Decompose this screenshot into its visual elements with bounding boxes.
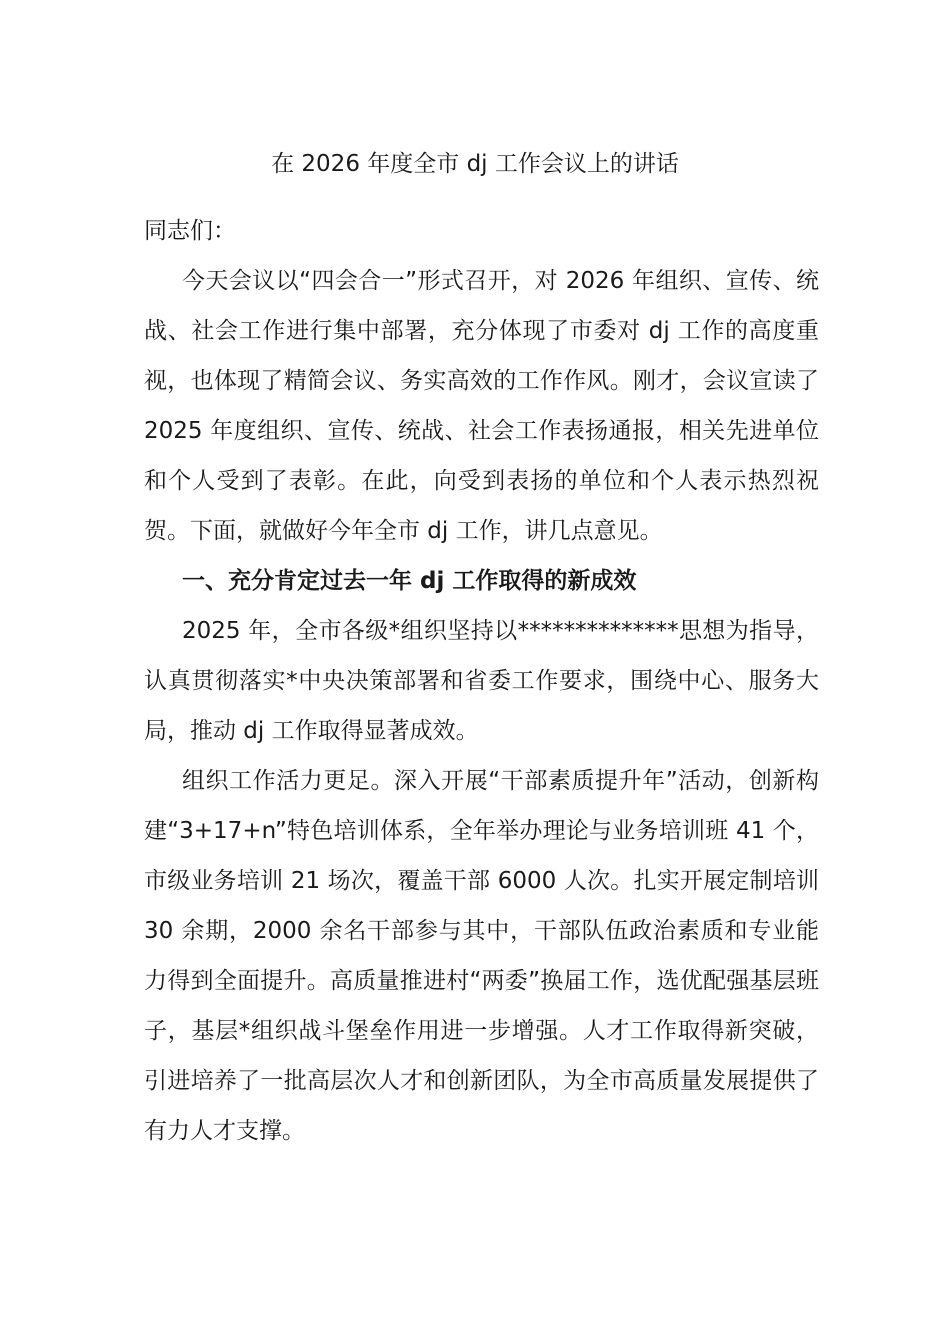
intro-paragraph: 今天会议以“四会合一”形式召开，对 2026 年组织、宣传、统战、社会工作进行集中部署，充分体现了市委对 dj 工作的高度重视，也体现了精简会议、务实高效的工作作风。刚才，会议宣读了 2025 年度组织、宣传、统战、社会工作表扬通报，相关先进单位和个人受到了表彰。在此，向受到表扬的单位和个人表示热烈祝贺。下面，就做好今年全市 dj 工作，讲几点意见。 (144, 268, 819, 544)
section1-paragraph-2: 组织工作活力更足。深入开展“干部素质提升年”活动，创新构建“3+17+n”特色培训体系，全年举办理论与业务培训班 41 个，市级业务培训 21 场次，覆盖干部 6000 人次。扎实开展定制培训 30 余期，2000 余名干部参与其中，干部队伍政治素质和专业能力得到全面提升。高质量推进村“两委”换届工作，选优配强基层班子，基层*组织战斗堡垒作用进一步增强。人才工作取得新突破，引进培养了一批高层次人才和创新团队，为全市高质量发展提供了有力人才支撑。 (144, 768, 819, 1144)
document-title: 在 2026 年度全市 dj 工作会议上的讲话 (271, 151, 679, 177)
document-body (144, 206, 819, 1156)
salutation: 同志们： (144, 218, 236, 244)
section1-paragraph-1: 2025 年，全市各级*组织坚持以**************思想为指导，认真贯彻落实*中央决策部署和省委工作要求，围绕中心、服务大局，推动 dj 工作取得显著成效。 (144, 618, 819, 744)
section-heading-1: 一、充分肯定过去一年 dj 工作取得的新成效 (182, 568, 637, 594)
